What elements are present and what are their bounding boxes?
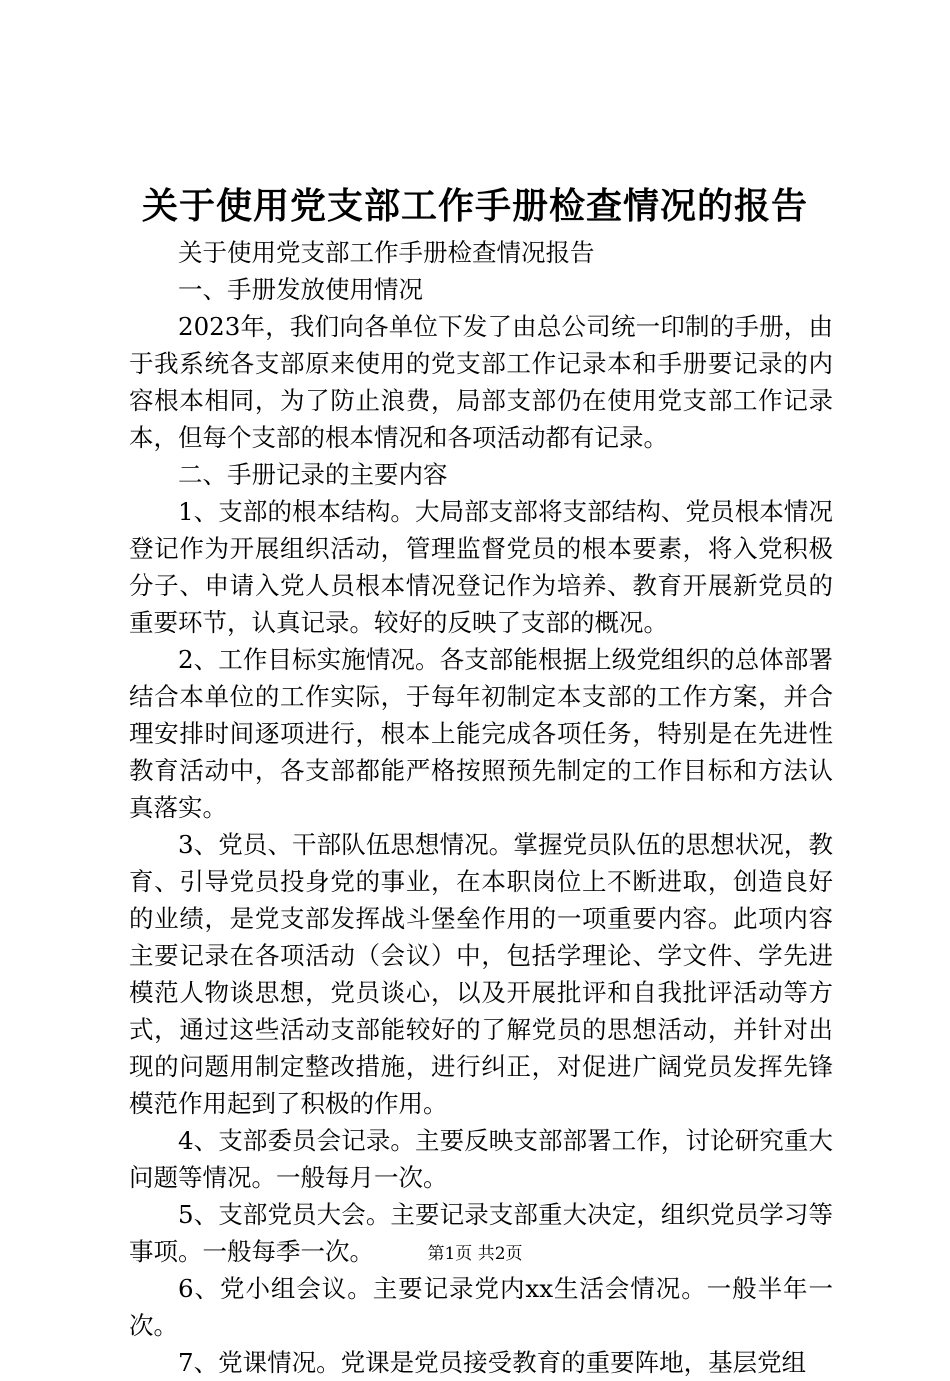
paragraph: 7、党课情况。党课是党员接受教育的重要阵地，基层党组	[178, 1348, 807, 1377]
document-body	[129, 234, 833, 1381]
document-title: 关于使用党支部工作手册检查情况的报告	[141, 185, 808, 227]
paragraph: 4、支部委员会记录。主要反映支部部署工作，讨论研究重大问题等情况。一般每月一次。	[129, 1126, 833, 1192]
paragraph: 3、党员、干部队伍思想情况。掌握党员队伍的思想状况，教育、引导党员投身党的事业，在本职岗位上不断进取，创造良好的业绩，是党支部发挥战斗堡垒作用的一项重要内容。此项内容主要记录在各项活动（会议）中，包括学理论、学文件、学先进模范人物谈思想，党员谈心，以及开展批评和自我批评活动等方式，通过这些活动支部能较好的了解党员的思想活动，并针对出现的问题用制定整改措施，进行纠正，对促进广阔党员发挥先锋模范作用起到了积极的作用。	[129, 830, 833, 1118]
page-number: 第1页 共2页	[427, 1244, 523, 1264]
paragraph: 6、党小组会议。主要记录党内xx生活会情况。一般半年一次。	[129, 1274, 833, 1340]
paragraph: 5、支部党员大会。主要记录支部重大决定，组织党员学习等事项。一般每季一次。	[129, 1200, 833, 1266]
paragraph-subtitle: 关于使用党支部工作手册检查情况报告	[178, 238, 595, 267]
paragraph-section-1-heading: 一、手册发放使用情况	[178, 275, 423, 304]
paragraph-section-2-heading: 二、手册记录的主要内容	[178, 460, 448, 489]
paragraph: 2、工作目标实施情况。各支部能根据上级党组织的总体部署结合本单位的工作实际，于每年初制定本支部的工作方案，并合理安排时间逐项进行，根本上能完成各项任务，特别是在先进性教育活动中，各支部都能严格按照预先制定的工作目标和方法认真落实。	[129, 645, 833, 822]
paragraph: 2023年，我们向各单位下发了由总公司统一印制的手册，由于我系统各支部原来使用的党支部工作记录本和手册要记录的内容根本相同，为了防止浪费，局部支部仍在使用党支部工作记录本，但每个支部的根本情况和各项活动都有记录。	[129, 312, 833, 452]
paragraph: 1、支部的根本结构。大局部支部将支部结构、党员根本情况登记作为开展组织活动，管理监督党员的根本要素，将入党积极分子、申请入党人员根本情况登记作为培养、教育开展新党员的重要环节，认真记录。较好的反映了支部的概况。	[129, 497, 833, 637]
